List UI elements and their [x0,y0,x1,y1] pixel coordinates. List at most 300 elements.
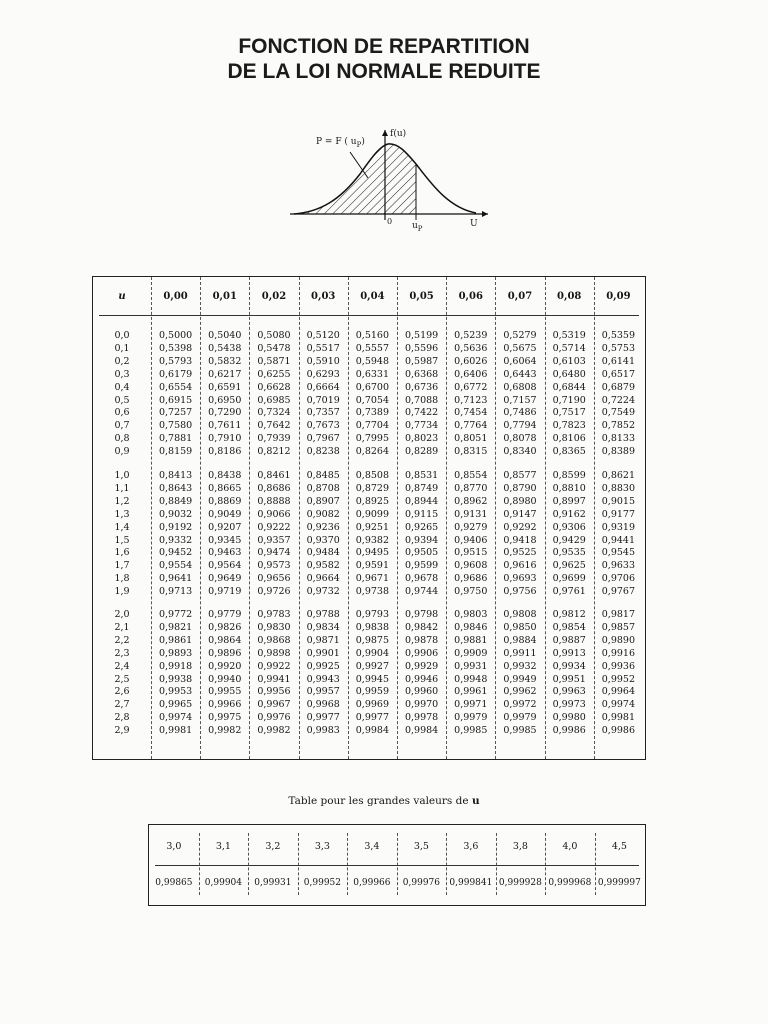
table-cell: 0,9857 [601,621,636,633]
row-label: 1,6 [114,547,130,559]
row-label: 2,7 [114,699,130,711]
table-cell: 0,6517 [601,368,636,380]
table-cell: 0,9803 [454,609,488,620]
table-cell: 0,9591 [355,560,390,572]
table-cell: 0,8365 [552,446,586,458]
table-cell: 0,9066 [257,508,291,520]
table-cell: 0,9788 [306,609,340,620]
row-label: 2,6 [114,686,130,698]
table-cell: 0,9964 [601,686,636,698]
table-cell: 0,5675 [503,342,537,354]
table-cell: 0,8643 [158,482,193,494]
row-label: 1,8 [114,573,130,585]
table-cell: 0,8554 [454,470,488,481]
table-cell: 0,9952 [601,673,636,685]
table-cell: 0,5871 [257,355,291,367]
table-cell: 0,6664 [306,381,340,393]
large-table-separator [595,833,596,895]
table-cell: 0,9842 [404,621,439,633]
table-cell: 0,9812 [552,609,586,620]
table-cell: 0,9564 [208,560,242,572]
table-cell: 0,9732 [306,586,340,598]
large-table-value: 0,99976 [402,878,440,888]
table-cell: 0,9864 [208,634,242,646]
table-cell: 0,7054 [355,394,390,406]
row-label: 1,0 [114,470,130,481]
table-cell: 0,5160 [355,330,390,341]
row-label: 2,4 [114,660,130,672]
row-label: 0,9 [114,446,130,458]
row-label: 1,7 [114,560,130,572]
table-cell: 0,9936 [601,660,636,672]
table-cell: 0,9808 [503,609,537,620]
table-cell: 0,7794 [503,420,537,432]
table-cell: 0,9834 [306,621,340,633]
table-cell: 0,9981 [601,712,636,724]
caption-text: Table pour les grandes valeurs de [288,795,469,807]
column-header: 0,05 [409,291,434,302]
table-cell: 0,9678 [404,573,439,585]
table-cell: 0,8438 [208,470,242,481]
table-cell: 0,9616 [503,560,537,572]
table-cell: 0,9826 [208,621,242,633]
table-cell: 0,6950 [208,394,242,406]
table-cell: 0,5596 [404,342,439,354]
table-cell: 0,7764 [454,420,488,432]
table-cell: 0,9913 [552,647,586,659]
table-cell: 0,9904 [355,647,390,659]
table-cell: 0,7823 [552,420,586,432]
table-cell: 0,8531 [404,470,439,481]
column-header: 0,02 [261,291,287,302]
table-cell: 0,9881 [454,634,488,646]
table-cell: 0,6591 [208,381,242,393]
table-cell: 0,5517 [306,342,340,354]
table-cell: 0,5557 [355,342,390,354]
x-axis-arrow [482,211,488,217]
table-cell: 0,9898 [257,647,291,659]
table-cell: 0,9817 [601,609,636,620]
table-cell: 0,9099 [355,508,390,520]
table-cell: 0,9956 [257,686,291,698]
row-label: 0,1 [114,342,130,354]
table-cell: 0,8980 [503,495,537,507]
table-cell: 0,6844 [552,381,586,393]
table-cell: 0,9686 [454,573,488,585]
table-cell: 0,8770 [454,482,488,494]
table-cell: 0,5359 [601,330,636,341]
table-cell: 0,9918 [158,660,193,672]
row-label: 2,0 [114,609,130,620]
table-cell: 0,9830 [257,621,291,633]
table-cell: 0,9319 [601,521,636,533]
table-cell: 0,9983 [306,725,340,737]
table-cell: 0,7290 [208,407,242,419]
table-cell: 0,9719 [208,586,242,598]
table-cell: 0,7580 [158,420,193,432]
table-cell: 0,7517 [552,407,586,419]
large-table-separator [446,833,447,895]
page-title-line-1: FONCTION DE REPARTITION [238,35,530,58]
table-cell: 0,9671 [355,573,390,585]
table-cell: 0,5478 [257,342,291,354]
table-cell: 0,6700 [355,381,390,393]
table-cell: 0,9916 [601,647,636,659]
table-cell: 0,8485 [306,470,340,481]
table-cell: 0,9966 [208,699,242,711]
table-cell: 0,7389 [355,407,390,419]
table-cell: 0,8078 [503,433,537,445]
table-cell: 0,9946 [404,673,439,685]
table-cell: 0,9943 [306,673,340,685]
table-cell: 0,7088 [404,394,439,406]
table-cell: 0,7257 [158,407,193,419]
table-cell: 0,6772 [454,381,488,393]
label-up: $u_P$ [412,221,423,233]
table-cell: 0,7486 [503,407,537,419]
large-table-value: 0,999928 [498,878,542,888]
table-cell: 0,8106 [552,433,586,445]
table-cell: 0,8907 [306,495,340,507]
table-cell: 0,9922 [257,660,291,672]
table-cell: 0,9967 [257,699,291,711]
table-cell: 0,9761 [552,586,586,598]
table-cell: 0,6141 [601,355,636,367]
column-header: 0,01 [212,291,237,302]
table-cell: 0,8621 [601,470,636,481]
table-cell: 0,9906 [404,647,439,659]
column-header: 0,09 [606,291,631,302]
table-cell: 0,8051 [454,433,488,445]
table-cell: 0,5714 [552,342,586,354]
table-cell: 0,9222 [257,521,291,533]
large-table-header: 4,5 [611,841,627,852]
table-cell: 0,9986 [601,725,636,737]
page-title-line-2: DE LA LOI NORMALE REDUITE [227,60,541,83]
row-label: 2,3 [114,647,130,659]
table-cell: 0,9505 [404,547,439,559]
row-label: 1,9 [114,586,130,598]
table-cell: 0,8686 [257,482,291,494]
table-cell: 0,9985 [503,725,537,737]
table-cell: 0,9767 [601,586,636,598]
table-cell: 0,9838 [355,621,390,633]
large-table-separator [248,833,249,895]
table-cell: 0,9082 [306,508,340,520]
table-cell: 0,8790 [503,482,537,494]
table-cell: 0,9982 [208,725,242,737]
row-label: 2,2 [114,634,130,646]
table-cell: 0,8289 [404,446,439,458]
table-cell: 0,8264 [355,446,390,458]
table-cell: 0,6985 [257,394,291,406]
table-cell: 0,9656 [257,573,291,585]
table-cell: 0,9901 [306,647,340,659]
label-fu: f(u) [390,129,407,139]
table-cell: 0,9693 [503,573,537,585]
table-cell: 0,6368 [404,368,439,380]
large-table-header: 4,0 [562,841,578,852]
table-cell: 0,9986 [552,725,586,737]
table-cell: 0,9599 [404,560,439,572]
table-cell: 0,9279 [454,521,488,533]
table-cell: 0,8925 [355,495,390,507]
large-table-value: 0,999968 [548,878,592,888]
table-cell: 0,9162 [552,508,586,520]
shaded-area [294,144,416,214]
large-table-separator [545,833,546,895]
table-cell: 0,9332 [158,534,193,546]
table-cell: 0,9931 [454,660,488,672]
table-cell: 0,6480 [552,368,586,380]
table-cell: 0,5279 [503,330,537,341]
table-cell: 0,9406 [454,534,488,546]
large-table-header: 3,8 [512,841,528,852]
row-label: 2,9 [114,725,130,737]
label-p: P = F ( $u_P$) [316,137,365,149]
large-table-value: 0,99952 [303,878,341,888]
table-cell: 0,9970 [404,699,439,711]
table-cell: 0,8315 [454,446,488,458]
table-cell: 0,8461 [257,470,291,481]
table-cell: 0,7357 [306,407,340,419]
table-cell: 0,9525 [503,547,537,559]
table-cell: 0,9957 [306,686,340,698]
table-cell: 0,9706 [601,573,636,585]
row-label: 2,8 [114,712,130,724]
row-label: 0,6 [114,407,130,419]
table-cell: 0,9265 [404,521,439,533]
table-cell: 0,9972 [503,699,537,711]
table-cell: 0,7019 [306,394,340,406]
row-label: 1,5 [114,534,130,546]
table-cell: 0,8962 [454,495,488,507]
table-cell: 0,9941 [257,673,291,685]
table-cell: 0,9699 [552,573,586,585]
table-cell: 0,7910 [208,433,242,445]
table-cell: 0,8186 [208,446,242,458]
table-cell: 0,9984 [404,725,439,737]
table-cell: 0,7611 [208,420,242,432]
table-cell: 0,8413 [158,470,193,481]
table-cell: 0,9793 [355,609,390,620]
table-cell: 0,9738 [355,586,390,598]
table-cell: 0,9959 [355,686,390,698]
table-cell: 0,9911 [503,647,537,659]
table-cell: 0,8869 [208,495,242,507]
table-cell: 0,9147 [503,508,537,520]
table-cell: 0,9965 [158,699,193,711]
table-cell: 0,9953 [158,686,193,698]
table-cell: 0,8810 [552,482,586,494]
row-label: 2,5 [114,673,130,685]
table-cell: 0,9854 [552,621,586,633]
table-cell: 0,7422 [404,407,439,419]
large-table-header: 3,2 [265,841,281,852]
table-cell: 0,9850 [503,621,537,633]
table-cell: 0,9713 [158,586,193,598]
table-cell: 0,5040 [208,330,242,341]
column-header: 0,04 [360,291,385,302]
table-cell: 0,9951 [552,673,586,685]
table-cell: 0,5910 [306,355,340,367]
table-cell: 0,9945 [355,673,390,685]
table-cell: 0,8599 [552,470,586,481]
large-table-value: 0,999841 [449,878,493,888]
table-cell: 0,9948 [454,673,488,685]
table-cell: 0,7852 [601,420,636,432]
table-cell: 0,6293 [306,368,340,380]
table-cell: 0,9875 [355,634,390,646]
table-cell: 0,9641 [158,573,193,585]
table-cell: 0,8888 [257,495,291,507]
table-cell: 0,9463 [208,547,242,559]
table-cell: 0,9955 [208,686,242,698]
label-zero: 0 [387,217,393,226]
row-label: 0,3 [114,368,130,380]
table-cell: 0,9979 [503,712,537,724]
table-cell: 0,9984 [355,725,390,737]
table-cell: 0,8749 [404,482,439,494]
row-label: 0,2 [114,355,130,367]
table-cell: 0,5636 [454,342,488,354]
table-cell: 0,9846 [454,621,488,633]
row-label: 1,4 [114,521,130,533]
table-cell: 0,7157 [503,394,537,406]
table-cell: 0,9495 [355,547,390,559]
table-cell: 0,5987 [404,355,439,367]
column-header: 0,06 [458,291,483,302]
table-cell: 0,9608 [454,560,488,572]
table-cell: 0,9896 [208,647,242,659]
table-cell: 0,9032 [158,508,193,520]
row-label: 0,8 [114,433,130,445]
table-cell: 0,9049 [208,508,242,520]
large-table-rule [155,865,639,866]
table-cell: 0,9980 [552,712,586,724]
table-cell: 0,9909 [454,647,488,659]
table-cell: 0,9429 [552,534,586,546]
table-cell: 0,9878 [404,634,439,646]
header-u: u [118,291,126,302]
table-cell: 0,8212 [257,446,291,458]
large-table-header: 3,6 [463,841,479,852]
table-cell: 0,8238 [306,446,340,458]
table-cell: 0,7324 [257,407,291,419]
table-cell: 0,9920 [208,660,242,672]
table-cell: 0,9929 [404,660,439,672]
table-cell: 0,5948 [355,355,390,367]
table-cell: 0,9474 [257,547,291,559]
table-cell: 0,9625 [552,560,586,572]
row-label: 1,3 [114,508,130,520]
table-cell: 0,9177 [601,508,636,520]
table-cell: 0,8708 [306,482,340,494]
large-table-separator [298,833,299,895]
table-cell: 0,5239 [454,330,488,341]
row-label: 2,1 [114,621,130,633]
table-cell: 0,5832 [208,355,242,367]
table-cell: 0,6331 [355,368,390,380]
table-cell: 0,7881 [158,433,193,445]
table-cell: 0,5120 [306,330,340,341]
row-label: 0,7 [114,420,130,432]
table-cell: 0,9015 [601,495,636,507]
table-cell: 0,9934 [552,660,586,672]
table-cell: 0,9884 [503,634,537,646]
table-cell: 0,9960 [404,686,439,698]
table-cell: 0,9236 [306,521,340,533]
table-cell: 0,9978 [404,712,439,724]
large-table-separator [496,833,497,895]
table-cell: 0,8997 [552,495,586,507]
table-cell: 0,8729 [355,482,390,494]
table-cell: 0,8133 [601,433,636,445]
table-cell: 0,6736 [404,381,439,393]
table-cell: 0,9207 [208,521,242,533]
table-cell: 0,9756 [503,586,537,598]
table-cell: 0,9979 [454,712,488,724]
table-cell: 0,9115 [404,508,439,520]
table-cell: 0,9981 [158,725,193,737]
table-cell: 0,8159 [158,446,193,458]
table-cell: 0,9633 [601,560,636,572]
row-label: 1,2 [114,495,130,507]
table-cell: 0,7642 [257,420,291,432]
table-cell: 0,6879 [601,381,636,393]
table-cell: 0,9394 [404,534,439,546]
large-values-caption [0,795,768,807]
table-cell: 0,9772 [158,609,193,620]
table-cell: 0,7995 [355,433,390,445]
header-rule [99,315,639,316]
table-cell: 0,9868 [257,634,291,646]
table-cell: 0,6179 [158,368,193,380]
table-cell: 0,9131 [454,508,488,520]
y-axis-arrow [382,130,388,136]
table-cell: 0,7734 [404,420,439,432]
table-cell: 0,5319 [552,330,586,341]
large-values-table [148,824,646,906]
table-cell: 0,9370 [306,534,340,546]
table-cell: 0,9977 [355,712,390,724]
large-table-separator [397,833,398,895]
table-cell: 0,8830 [601,482,636,494]
table-cell: 0,9973 [552,699,586,711]
table-cell: 0,6255 [257,368,291,380]
large-table-separator [199,833,200,895]
table-cell: 0,7123 [454,394,488,406]
table-cell: 0,5199 [404,330,439,341]
large-table-header: 3,4 [364,841,380,852]
column-header: 0,00 [163,291,188,302]
table-cell: 0,6915 [158,394,193,406]
table-cell: 0,9974 [601,699,636,711]
table-cell: 0,9927 [355,660,390,672]
table-cell: 0,9345 [208,534,242,546]
table-cell: 0,9974 [158,712,193,724]
table-cell: 0,9963 [552,686,586,698]
table-cell: 0,7704 [355,420,390,432]
table-cell: 0,7549 [601,407,636,419]
table-cell: 0,8023 [404,433,439,445]
table-cell: 0,9192 [158,521,193,533]
table-cell: 0,9798 [404,609,439,620]
table-cell: 0,6628 [257,381,291,393]
table-cell: 0,6554 [158,381,193,393]
large-table-header: 3,5 [413,841,429,852]
large-table-value: 0,99966 [353,878,391,888]
